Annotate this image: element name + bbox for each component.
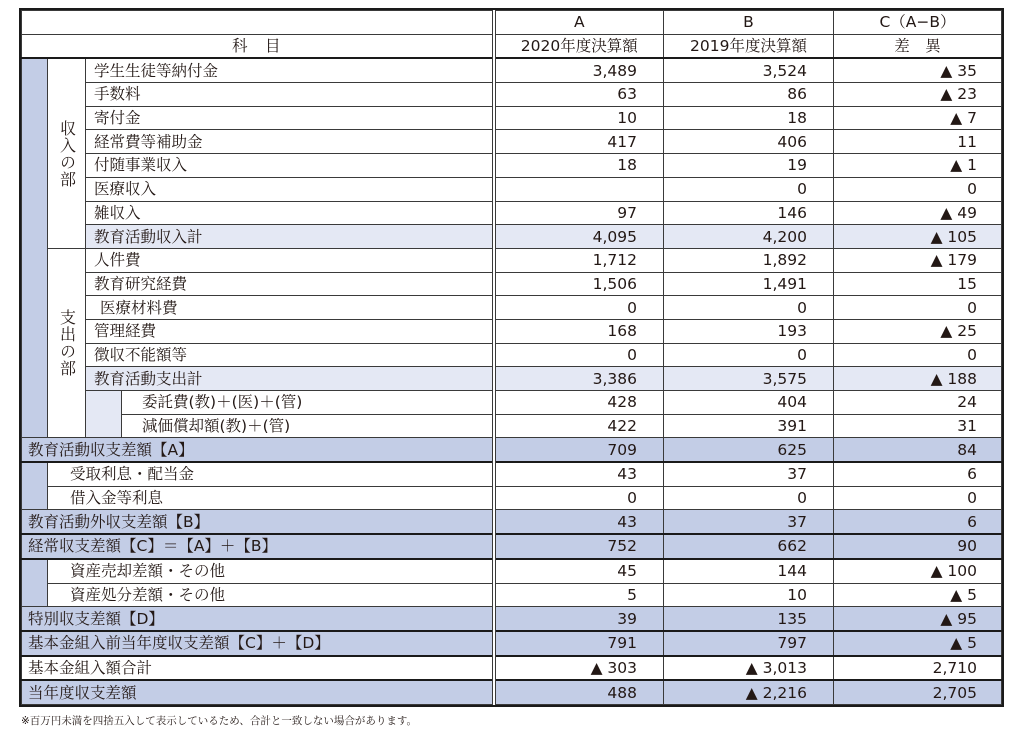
cell-c: 84 [834,438,1002,462]
section-band [22,58,48,438]
row-label: 教育活動支出計 [86,367,494,391]
table-row [22,177,1002,201]
cell-a: 18 [494,154,664,178]
cell-a: 0 [494,296,664,320]
cell-b: ▲ 3,013 [664,656,834,681]
row-label: 医療収入 [86,177,494,201]
subtotal-row [22,367,1002,391]
cell-a: ▲ 303 [494,656,664,681]
table-row [22,343,1002,367]
section-band [22,559,48,607]
header-row-letters [22,11,1002,35]
row-label: 教育活動収支差額【A】 [22,438,494,462]
cell-a: 422 [494,414,664,438]
cell-a: 63 [494,83,664,107]
table-row [22,319,1002,343]
financial-table [21,10,1002,705]
table-row [22,154,1002,178]
row-label: 減価償却額(教)＋(管) [122,414,494,438]
cell-a: 1,506 [494,272,664,296]
row-label: 管理経費 [86,319,494,343]
table-row [22,391,1002,415]
cell-a: 39 [494,607,664,631]
cell-a: 791 [494,631,664,656]
table-row [22,272,1002,296]
total-row [22,631,1002,656]
subtotal-row [22,225,1002,249]
cell-b: 3,575 [664,367,834,391]
cell-a: 4,095 [494,225,664,249]
table-row [22,559,1002,583]
cell-b: 144 [664,559,834,583]
row-label: 教育活動収入計 [86,225,494,249]
cell-b: 1,892 [664,248,834,272]
table-row [22,201,1002,225]
cell-a: 428 [494,391,664,415]
table-row [22,106,1002,130]
cell-b: ▲ 2,216 [664,680,834,704]
cell-c: 31 [834,414,1002,438]
row-label: 学生生徒等納付金 [86,58,494,82]
row-label: 人件費 [86,248,494,272]
cell-a: 1,712 [494,248,664,272]
cell-a [494,177,664,201]
cell-a: 752 [494,534,664,559]
table-row [22,462,1002,486]
income-group-label: 収入の部 [48,58,86,248]
cell-a: 3,489 [494,58,664,82]
cell-c: ▲ 35 [834,58,1002,82]
row-label: 経常収支差額【C】＝【A】＋【B】 [22,534,494,559]
cell-b: 797 [664,631,834,656]
row-label: 経常費等補助金 [86,130,494,154]
cell-a: 10 [494,106,664,130]
col-b-header: 2019年度決算額 [664,34,834,58]
col-a-letter: A [494,11,664,35]
cell-b: 37 [664,510,834,534]
col-c-header: 差 異 [834,34,1002,58]
cell-c: 15 [834,272,1002,296]
cell-c: ▲ 95 [834,607,1002,631]
col-b-letter: B [664,11,834,35]
cell-b: 0 [664,486,834,510]
cell-b: 135 [664,607,834,631]
table-row [22,130,1002,154]
table-row [22,583,1002,607]
row-label: 受取利息・配当金 [48,462,494,486]
indent-band [86,391,122,438]
cell-c: ▲ 105 [834,225,1002,249]
expense-group-label: 支出の部 [48,248,86,438]
cell-c: 2,710 [834,656,1002,681]
row-label: 付随事業収入 [86,154,494,178]
total-row [22,534,1002,559]
cell-c: 2,705 [834,680,1002,704]
table-row [22,296,1002,320]
header-row-titles [22,34,1002,58]
cell-c: 90 [834,534,1002,559]
cell-c: ▲ 25 [834,319,1002,343]
table-row [22,83,1002,107]
subject-header: 科 目 [22,34,494,58]
cell-b: 0 [664,296,834,320]
row-label: 手数料 [86,83,494,107]
section-band [22,462,48,510]
row-label: 資産処分差額・その他 [48,583,494,607]
cell-b: 193 [664,319,834,343]
cell-b: 625 [664,438,834,462]
cell-c: ▲ 179 [834,248,1002,272]
cell-b: 404 [664,391,834,415]
total-row [22,680,1002,704]
cell-c: 6 [834,510,1002,534]
cell-b: 662 [664,534,834,559]
cell-b: 406 [664,130,834,154]
row-label: 特別収支差額【D】 [22,607,494,631]
row-label: 医療材料費 [86,296,494,320]
cell-c: 0 [834,177,1002,201]
cell-a: 5 [494,583,664,607]
cell-b: 86 [664,83,834,107]
row-label: 委託費(教)＋(医)＋(管) [122,391,494,415]
row-label: 徴収不能額等 [86,343,494,367]
table-row [22,414,1002,438]
cell-c: 0 [834,296,1002,320]
cell-a: 0 [494,486,664,510]
cell-c: ▲ 1 [834,154,1002,178]
row-label: 基本金組入前当年度収支差額【C】＋【D】 [22,631,494,656]
row-label: 教育活動外収支差額【B】 [22,510,494,534]
cell-c: ▲ 5 [834,631,1002,656]
cell-a: 417 [494,130,664,154]
total-row [22,607,1002,631]
cell-c: 6 [834,462,1002,486]
table-row [22,58,1002,82]
cell-a: 43 [494,462,664,486]
total-row [22,438,1002,462]
row-label: 資産売却差額・その他 [48,559,494,583]
cell-c: ▲ 100 [834,559,1002,583]
cell-a: 43 [494,510,664,534]
footnote: ※百万円未満を四捨五入して表示しているため、合計と一致しない場合があります。 [21,715,418,727]
cell-c: ▲ 188 [834,367,1002,391]
row-label: 寄付金 [86,106,494,130]
cell-a: 3,386 [494,367,664,391]
row-label: 教育研究経費 [86,272,494,296]
cell-b: 0 [664,177,834,201]
cell-c: ▲ 5 [834,583,1002,607]
col-c-letter: C（A−B） [834,11,1002,35]
row-label: 借入金等利息 [48,486,494,510]
cell-b: 19 [664,154,834,178]
row-label: 基本金組入額合計 [22,656,494,681]
total-row [22,510,1002,534]
col-a-header: 2020年度決算額 [494,34,664,58]
cell-c: 11 [834,130,1002,154]
row-label: 当年度収支差額 [22,680,494,704]
cell-a: 168 [494,319,664,343]
cell-c: ▲ 49 [834,201,1002,225]
cell-c: 0 [834,343,1002,367]
cell-a: 709 [494,438,664,462]
table-row [22,248,1002,272]
cell-a: 488 [494,680,664,704]
cell-c: 24 [834,391,1002,415]
cell-c: ▲ 23 [834,83,1002,107]
cell-c: 0 [834,486,1002,510]
cell-b: 0 [664,343,834,367]
cell-b: 146 [664,201,834,225]
row-label: 雑収入 [86,201,494,225]
table-row [22,656,1002,681]
cell-a: 97 [494,201,664,225]
cell-c: ▲ 7 [834,106,1002,130]
cell-a: 45 [494,559,664,583]
cell-b: 18 [664,106,834,130]
cell-b: 3,524 [664,58,834,82]
cell-b: 4,200 [664,225,834,249]
cell-a: 0 [494,343,664,367]
cell-b: 10 [664,583,834,607]
cell-b: 1,491 [664,272,834,296]
cell-b: 391 [664,414,834,438]
cell-b: 37 [664,462,834,486]
table-row [22,486,1002,510]
